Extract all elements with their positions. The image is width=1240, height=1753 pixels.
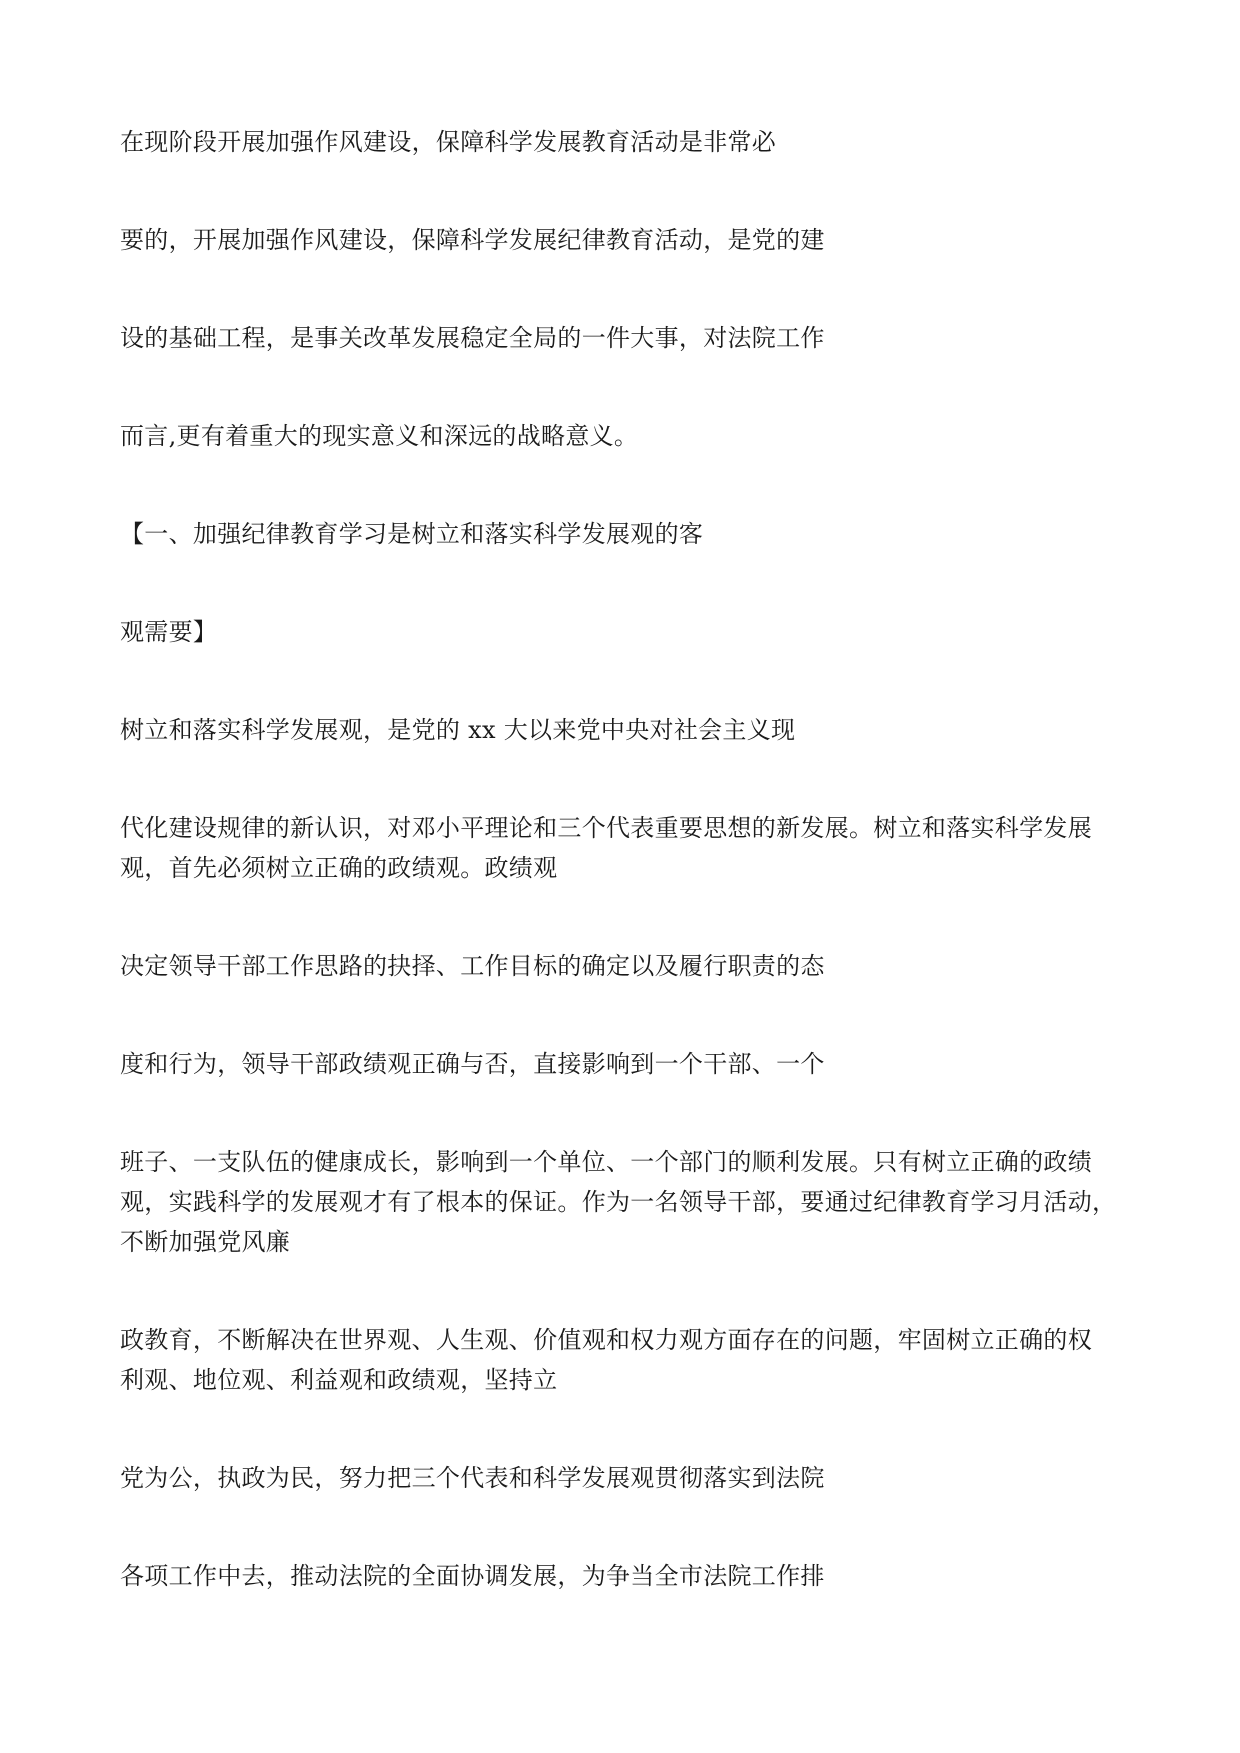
paragraph [120,1458,1130,1498]
text-line: 班子、一支队伍的健康成长，影响到一个单位、一个部门的顺利发展。只有树立正确的政绩 [120,1148,1092,1176]
text-line: 政教育，不断解决在世界观、人生观、价值观和权力观方面存在的问题，牢固树立正确的权 [120,1326,1092,1354]
paragraph [120,1044,1130,1084]
text-line: 党为公，执政为民，努力把三个代表和科学发展观贯彻落实到法院 [120,1464,825,1492]
paragraph [120,946,1130,986]
paragraph [120,1320,1130,1400]
text-line: 各项工作中去，推动法院的全面协调发展，为争当全市法院工作排 [120,1562,825,1590]
text-line: 观，实践科学的发展观才有了根本的保证。作为一名领导干部，要通过纪律教育学习月活动， [120,1188,1117,1216]
text-line: 【一、加强纪律教育学习是树立和落实科学发展观的客 [120,520,704,548]
text-line: 不断加强党风廉 [120,1228,291,1256]
paragraph [120,710,1130,750]
text-line: 利观、地位观、利益观和政绩观，坚持立 [120,1366,558,1394]
text-line: 设的基础工程，是事关改革发展稳定全局的一件大事，对法院工作 [120,324,825,352]
paragraph [120,808,1130,888]
paragraph [120,318,1130,358]
paragraph [120,1142,1130,1262]
paragraph [120,1556,1130,1596]
section-heading [120,514,1130,554]
text-line: 代化建设规律的新认识，对邓小平理论和三个代表重要思想的新发展。树立和落实科学发展 [120,814,1092,842]
paragraph [120,416,1130,456]
text-line: 度和行为，领导干部政绩观正确与否，直接影响到一个干部、一个 [120,1050,825,1078]
paragraph [120,122,1130,162]
text-line: 在现阶段开展加强作风建设，保障科学发展教育活动是非常必 [120,128,777,156]
text-line: 而言,更有着重大的现实意义和深远的战略意义。 [120,422,639,450]
text-line: 要的，开展加强作风建设，保障科学发展纪律教育活动，是党的建 [120,226,825,254]
paragraph [120,220,1130,260]
text-line: 树立和落实科学发展观，是党的 xx 大以来党中央对社会主义现 [120,716,796,744]
text-line: 观需要】 [120,618,218,646]
text-line: 决定领导干部工作思路的抉择、工作目标的确定以及履行职责的态 [120,952,825,980]
text-line: 观，首先必须树立正确的政绩观。政绩观 [120,854,558,882]
section-heading-continued [120,612,1130,652]
